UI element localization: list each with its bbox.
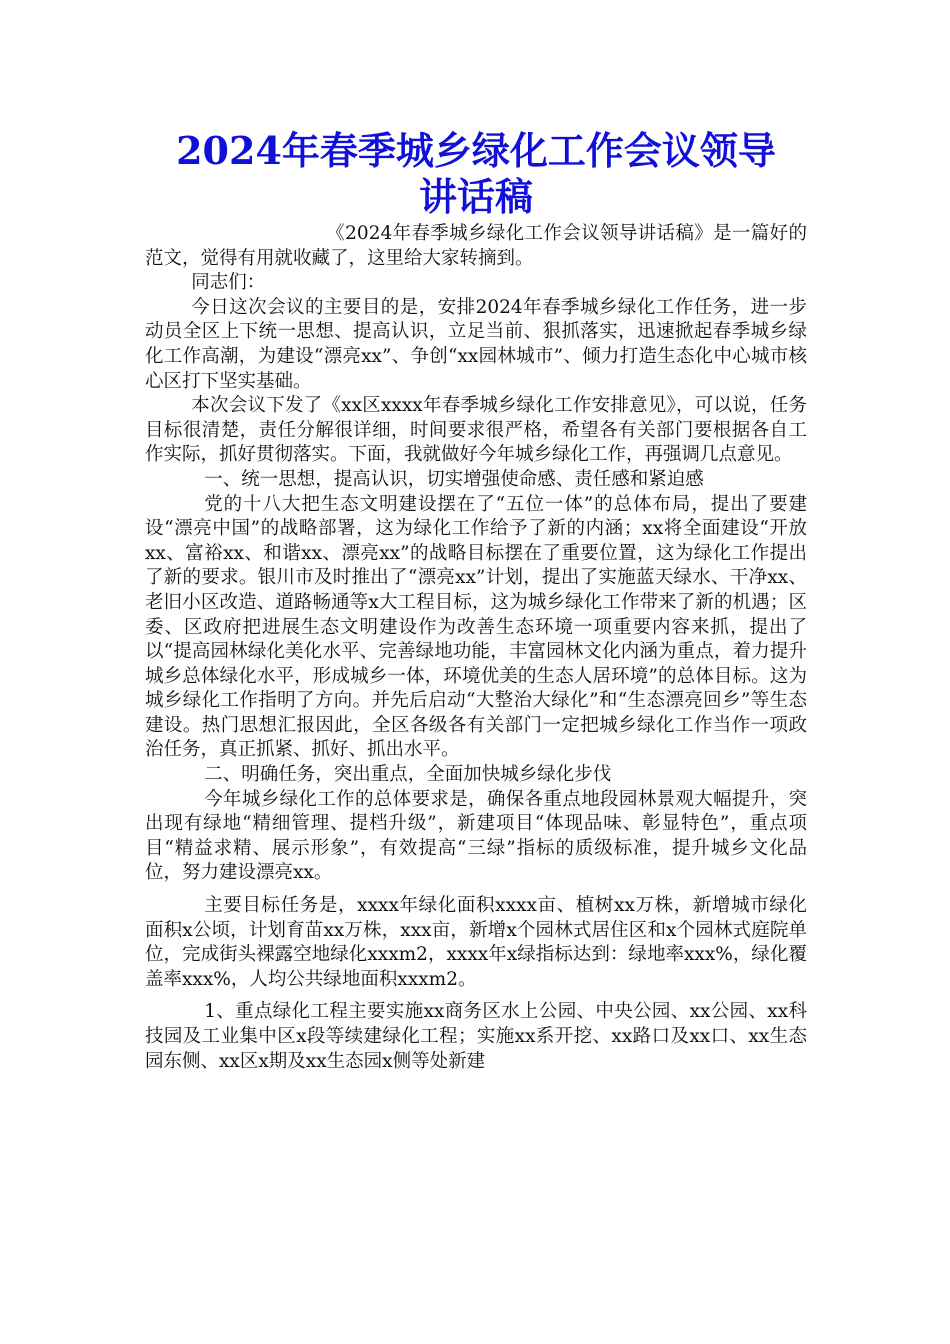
body-paragraph: 今日这次会议的主要目的是，安排2024年春季城乡绿化工作任务，进一步动员全区上下统一思想、提高认识，立足当前、狠抓落实，迅速掀起春季城乡绿化工作高潮，为建设“漂亮xx”、争创“xx园林城市”、倾力打造生态化中心城市核心区打下坚实基础。 (145, 296, 807, 392)
document-page (145, 128, 807, 1074)
section-heading-1: 一、统一思想，提高认识，切实增强使命感、责任感和紧迫感 (204, 468, 704, 490)
salutation: 同志们： (191, 272, 266, 294)
intro-paragraph: 《2024年春季城乡绿化工作会议领导讲话稿》是一篇好的范文，觉得有用就收藏了，这里给大家转摘到。 (145, 223, 807, 269)
body-paragraph: 今年城乡绿化工作的总体要求是，确保各重点地段园林景观大幅提升，突出现有绿地“精细管理、提档升级”，新建项目“体现品味、彰显特色”，重点项目“精益求精、展示形象”，有效提高“三绿”指标的质级标准，提升城乡文化品位，努力建设漂亮xx。 (145, 788, 807, 884)
title-line-1: 2024年春季城乡绿化工作会议领导 (176, 128, 776, 173)
section-heading-2: 二、明确任务，突出重点，全面加快城乡绿化步伐 (204, 764, 612, 786)
body-paragraph: 本次会议下发了《xx区xxxx年春季城乡绿化工作安排意见》，可以说，任务目标很清楚，责任分解很详细，时间要求很严格，希望各有关部门要根据各自工作实际，抓好贯彻落实。下面，我就做好今年城乡绿化工作，再强调几点意见。 (145, 395, 807, 466)
body-paragraph: 1、重点绿化工程主要实施xx商务区水上公园、中央公园、xx公园、xx科技园及工业集中区x段等续建绿化工程；实施xx系开挖、xx路口及xx口、xx生态园东侧、xx区x期及xx生态园x侧等处新建 (145, 1001, 807, 1072)
document-body (145, 222, 807, 1074)
title-line-2: 讲话稿 (418, 174, 533, 219)
document-title (145, 128, 807, 220)
body-paragraph: 主要目标任务是，xxxx年绿化面积xxxx亩、植树xx万株，新增城市绿化面积x公顷，计划育苗xx万株，xxx亩，新增x个园林式居住区和x个园林式庭院单位，完成街头裸露空地绿化xxxm2，xxxx年x绿指标达到：绿地率xxx%，绿化覆盖率xxx%，人均公共绿地面积xxxm2。 (145, 895, 807, 990)
body-paragraph: 党的十八大把生态文明建设摆在了“五位一体”的总体布局，提出了要建设“漂亮中国”的战略部署，这为绿化工作给予了新的内涵；xx将全面建设“开放xx、富裕xx、和谐xx、漂亮xx”的战略目标摆在了重要位置，这为绿化工作提出了新的要求。银川市及时推出了“漂亮xx”计划，提出了实施蓝天绿水、干净xx、老旧小区改造、道路畅通等x大工程目标，这为城乡绿化工作带来了新的机遇；区委、区政府把进展生态文明建设作为改善生态环境一项重要内容来抓，提出了以“提高园林绿化美化水平、完善绿地功能，丰富园林文化内涵为重点，着力提升城乡总体绿化水平，形成城乡一体，环境优美的生态人居环境”的总体目标。这为城乡绿化工作指明了方向。并先后启动“大整治大绿化”和“生态漂亮回乡”等生态建设。热门思想汇报因此，全区各级各有关部门一定把城乡绿化工作当作一项政治任务，真正抓紧、抓好、抓出水平。 (145, 493, 807, 761)
